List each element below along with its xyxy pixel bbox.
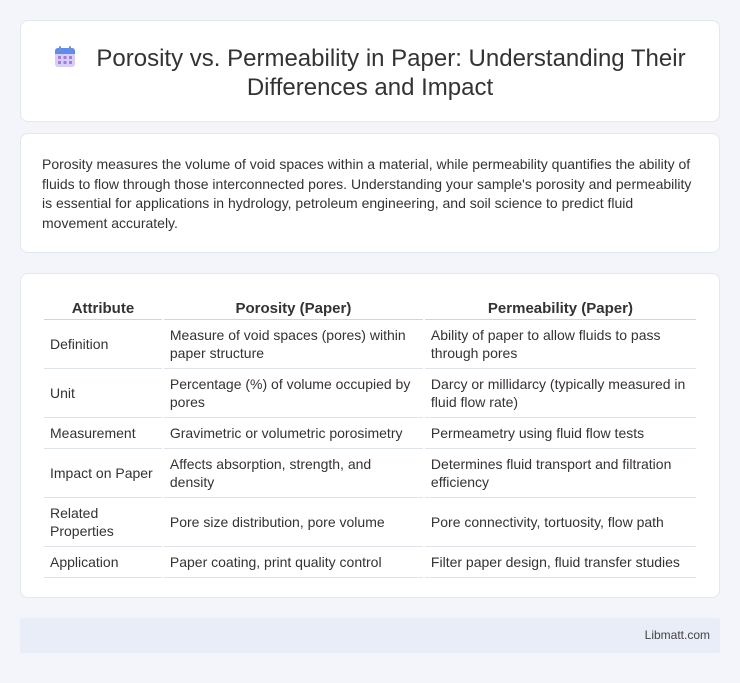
table-row <box>44 449 696 498</box>
row-attribute: Definition <box>44 320 162 369</box>
row-porosity: Paper coating, print quality control <box>164 547 423 578</box>
header-porosity: Porosity (Paper) <box>164 294 423 320</box>
table-header-row <box>44 294 696 320</box>
row-permeability: Darcy or millidarcy (typically measured in fluid flow rate) <box>425 369 696 418</box>
calendar-icon <box>54 46 76 68</box>
row-permeability: Pore connectivity, tortuosity, flow path <box>425 498 696 547</box>
row-attribute: Measurement <box>44 418 162 449</box>
row-porosity: Affects absorption, strength, and density <box>164 449 423 498</box>
table-card <box>20 273 720 598</box>
row-porosity: Pore size distribution, pore volume <box>164 498 423 547</box>
row-porosity: Measure of void spaces (pores) within paper structure <box>164 320 423 369</box>
footer-brand-link[interactable]: Libmatt.com <box>644 628 710 642</box>
row-attribute: Application <box>44 547 162 578</box>
row-porosity: Percentage (%) of volume occupied by pores <box>164 369 423 418</box>
table-row <box>44 498 696 547</box>
row-permeability: Ability of paper to allow fluids to pass through pores <box>425 320 696 369</box>
table-row <box>44 369 696 418</box>
row-permeability: Permeametry using fluid flow tests <box>425 418 696 449</box>
row-permeability: Filter paper design, fluid transfer studies <box>425 547 696 578</box>
row-attribute: Impact on Paper <box>44 449 162 498</box>
intro-paragraph: Porosity measures the volume of void spaces within a material, while permeability quantifies the ability of fluids to flow through those interconnected pores. Understanding your sample's porosity and permeability is essential for applications in hydrology, petroleum engineering, and soil science to predict fluid movement accurately. <box>42 156 692 231</box>
row-attribute: Unit <box>44 369 162 418</box>
comparison-table <box>42 294 698 578</box>
intro-card <box>20 133 720 253</box>
header-permeability: Permeability (Paper) <box>425 294 696 320</box>
row-porosity: Gravimetric or volumetric porosimetry <box>164 418 423 449</box>
row-permeability: Determines fluid transport and filtration efficiency <box>425 449 696 498</box>
title-card <box>20 20 720 122</box>
row-attribute: Related Properties <box>44 498 162 547</box>
header-attribute: Attribute <box>44 294 162 320</box>
page-title-wrap <box>21 44 719 102</box>
table-row <box>44 547 696 578</box>
footer-bar <box>20 618 720 653</box>
table-row <box>44 320 696 369</box>
page-title: Porosity vs. Permeability in Paper: Understanding Their Differences and Impact <box>96 45 686 101</box>
table-row <box>44 418 696 449</box>
